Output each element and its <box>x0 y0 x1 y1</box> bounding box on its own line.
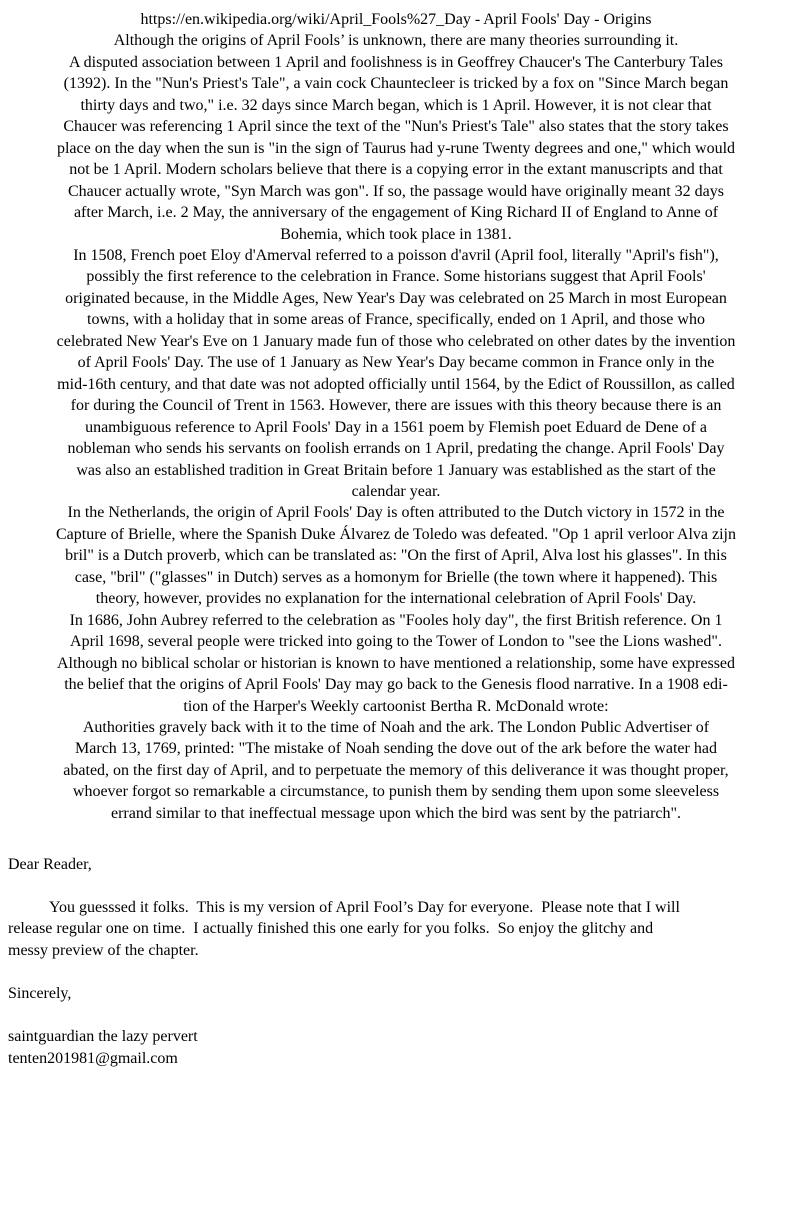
text-line: (1392). In the "Nun's Priest's Tale", a vain cock Chauntecleer is tricked by a fox on "Since March began <box>63 75 729 93</box>
text-line: In the Netherlands, the origin of April Fools' Day is often attributed to the Dutch victory in 1572 in the <box>67 504 725 522</box>
text-line: Although the origins of April Fools’ is unknown, there are many theories surrounding it. <box>113 32 679 50</box>
text-line: towns, with a holiday that in some areas of France, specifically, ended on 1 April, and those who <box>87 311 705 329</box>
text-line: was also an established tradition in Great Britain before 1 January was established as the start of the <box>76 461 716 479</box>
letter-closing: Sincerely, <box>8 985 72 1003</box>
text-line: bril" is a Dutch proverb, which can be translated as: "On the first of April, Alva lost his glasses". In this <box>65 547 727 565</box>
text-line: mid-16th century, and that date was not adopted officially until 1564, by the Edict of Roussillon, as called <box>57 375 735 393</box>
text-line: Capture of Brielle, where the Spanish Duke Álvarez de Toledo was defeated. "Op 1 april verloor Alva zijn <box>55 525 736 543</box>
text-line: originated because, in the Middle Ages, New Year's Day was celebrated on 25 March in most European <box>65 289 727 307</box>
letter-salutation: Dear Reader, <box>8 856 92 874</box>
text-line: release regular one on time. I actually finished this one early for you folks. So enjoy the glitchy and <box>8 920 654 938</box>
text-line: tion of the Harper's Weekly cartoonist Bertha R. McDonald wrote: <box>183 697 609 715</box>
signature-name: saintguardian the lazy pervert <box>8 1028 198 1046</box>
text-line: not be 1 April. Modern scholars believe that there is a copying error in the extant manuscripts and that <box>69 161 723 179</box>
text-line: after March, i.e. 2 May, the anniversary of the engagement of King Richard II of England to Anne of <box>73 204 719 222</box>
letter-signature <box>8 1026 784 1069</box>
text-line: calendar year. <box>351 482 441 500</box>
text-line: You guesssed it folks. This is my version of April Fool’s Day for everyone. Please note that I will <box>49 898 680 916</box>
text-line: errand similar to that ineffectual message upon which the bird was sent by the patriarch". <box>110 804 682 822</box>
text-line: theory, however, provides no explanation for the international celebration of April Fools' Day. <box>95 590 697 608</box>
text-line: Although no biblical scholar or historian is known to have mentioned a relationship, some have expressed <box>56 654 736 672</box>
text-line: celebrated New Year's Eve on 1 January made fun of those who celebrated on other dates by the invention <box>56 332 736 350</box>
text-line: Bohemia, which took place in 1381. <box>280 225 512 243</box>
text-line: possibly the first reference to the celebration in France. Some historians suggest that April Fools' <box>86 268 706 286</box>
text-line: Chaucer was referencing 1 April since the text of the "Nun's Priest's Tale" also states that the story takes <box>63 118 729 136</box>
text-line: nobleman who sends his servants on foolish errands on 1 April, predating the change. April Fools' Day <box>67 440 725 458</box>
letter-body <box>8 897 784 961</box>
signature-email: tenten201981@gmail.com <box>8 1049 178 1067</box>
text-line: place on the day when the sun is "in the sign of Taurus had y-rune Twenty degrees and one," which would <box>56 139 736 157</box>
text-line: Authorities gravely back with it to the time of Noah and the ark. The London Public Advertiser of <box>82 718 710 736</box>
text-line: abated, on the first day of April, and to perpetuate the memory of this deliverance it was thought proper, <box>63 761 729 779</box>
text-line: https://en.wikipedia.org/wiki/April_Fools%27_Day - April Fools' Day - Origins <box>140 11 652 28</box>
letter-section <box>8 854 784 1069</box>
text-line: In 1686, John Aubrey referred to the celebration as "Fooles holy day", the first British reference. On 1 <box>69 611 723 629</box>
text-line: for during the Council of Trent in 1563. However, there are issues with this theory because there is an <box>70 397 722 415</box>
text-line: In 1508, French poet Eloy d'Amerval referred to a poisson d'avril (April fool, literally "April's fish"), <box>73 246 719 264</box>
text-line: case, "bril" ("glasses" in Dutch) serves as a homonym for Brielle (the town where it happened). This <box>74 568 718 586</box>
text-line: April 1698, several people were tricked into going to the Tower of London to "see the Lions washed". <box>70 633 722 651</box>
wiki-excerpt <box>8 9 784 824</box>
text-line: unambiguous reference to April Fools' Day in a 1561 poem by Flemish poet Eduard de Dene of a <box>85 418 707 436</box>
text-line: of April Fools' Day. The use of 1 January as New Year's Day became common in France only in the <box>77 354 715 372</box>
text-line: Chaucer actually wrote, "Syn March was gon". If so, the passage would have originally meant 32 days <box>68 182 724 200</box>
text-line: thirty days and two," i.e. 32 days since March began, which is 1 April. However, it is not clear that <box>80 96 712 114</box>
text-line: A disputed association between 1 April and foolishness is in Geoffrey Chaucer's The Canterbury Tales <box>68 53 724 71</box>
text-line: March 13, 1769, printed: "The mistake of Noah sending the dove out of the ark before the water had <box>75 740 717 758</box>
text-line: whoever forgot so remarkable a circumstance, to punish them by sending them upon some sleeveless <box>72 783 720 801</box>
text-line: the belief that the origins of April Fools' Day may go back to the Genesis flood narrative. In a 1908 edi- <box>64 676 728 694</box>
text-line: messy preview of the chapter. <box>8 941 199 959</box>
